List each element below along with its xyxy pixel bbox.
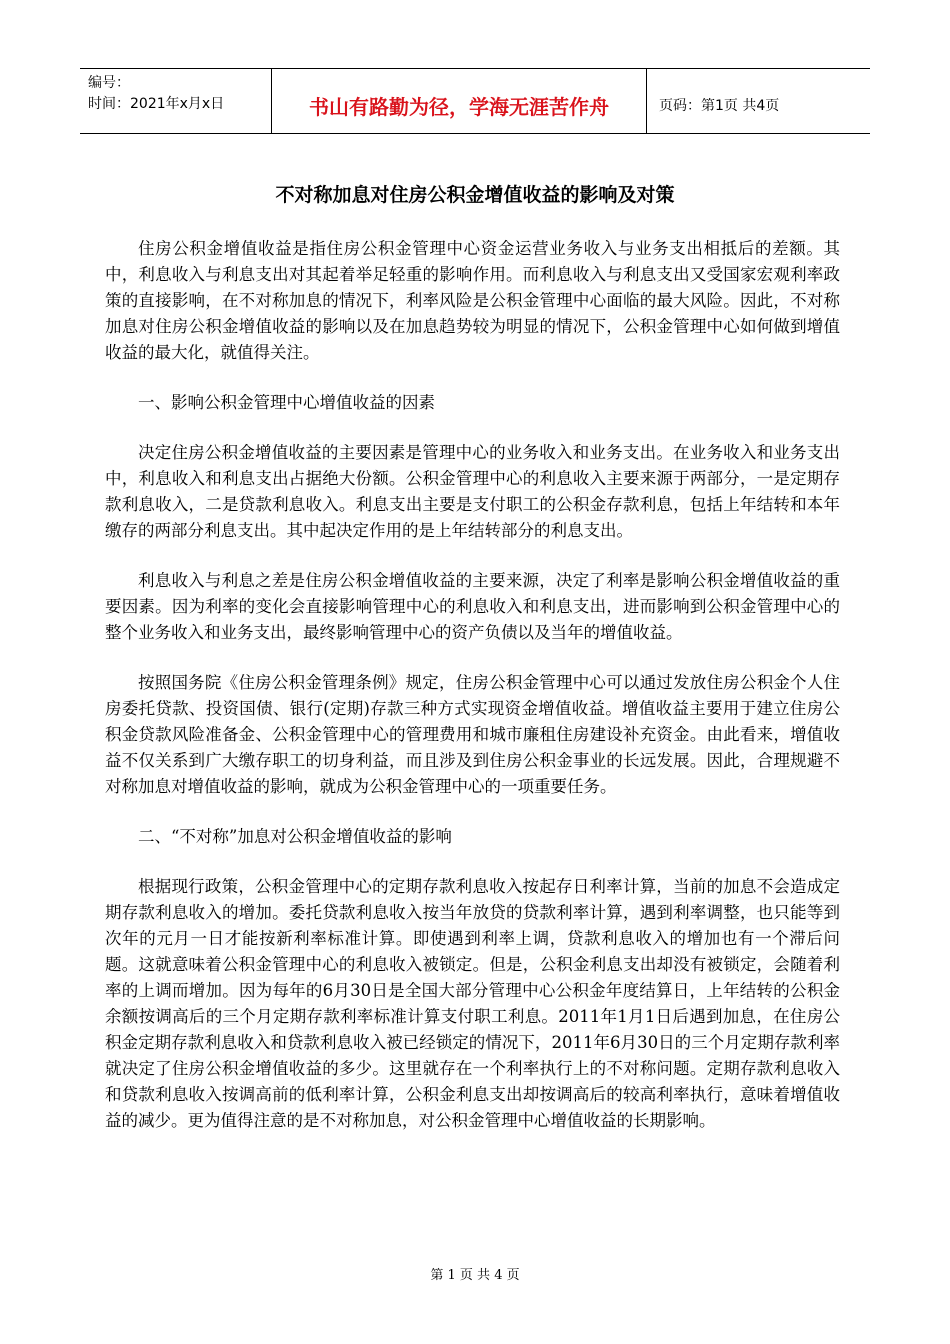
body-paragraph: 按照国务院《住房公积金管理条例》规定，住房公积金管理中心可以通过发放住房公积金个人住房委托贷款、投资国债、银行(定期)存款三种方式实现资金增值收益。增值收益主要用于建立住房公积金贷款风险准备金、公积金管理中心的管理费用和城市廉租住房建设补充资金。由此看来，增值收益不仅关系到广大缴存职工的切身利益，而且涉及到住房公积金事业的长远发展。因此，合理规避不对称加息对增值收益的影响，就成为公积金管理中心的一项重要任务。 — [105, 673, 840, 796]
page-footer: 第 1 页 共 4 页 — [430, 1268, 520, 1283]
document-title: 不对称加息对住房公积金增值收益的影响及对策 — [275, 184, 675, 206]
body-paragraph: 决定住房公积金增值收益的主要因素是管理中心的业务收入和业务支出。在业务收入和业务支出中，利息收入和利息支出占据绝大份额。公积金管理中心的利息收入主要来源于两部分，一是定期存款利息收入，二是贷款利息收入。利息支出主要是支付职工的公积金存款利息，包括上年结转和本年缴存的两部分利息支出。其中起决定作用的是上年结转部分的利息支出。 — [105, 443, 840, 540]
header-meta — [80, 69, 271, 133]
body-paragraph: 根据现行政策，公积金管理中心的定期存款利息收入按起存日利率计算，当前的加息不会造成定期存款利息收入的增加。委托贷款利息收入按当年放贷的贷款利率计算，遇到利率调整，也只能等到次年的元月一日才能按新利率标准计算。即使遇到利率上调，贷款利息收入的增加也有一个滞后问题。这就意味着公积金管理中心的利息收入被锁定。但是，公积金利息支出却没有被锁定，会随着利率的上调而增加。因为每年的6月30日是全国大部分管理中心公积金年度结算日，上年结转的公积金余额按调高后的三个月定期存款利率标准计算支付职工利息。2011年1月1日后遇到加息，在住房公积金定期存款利息收入和贷款利息收入被已经锁定的情况下，2011年6月30日的三个月定期存款利率就决定了住房公积金增值收益的多少。这里就存在一个利率执行上的不对称问题。定期存款利息收入和贷款利息收入按调高前的低利率计算，公积金利息支出却按调高后的较高利率执行，意味着增值收益的减少。更为值得注意的是不对称加息，对公积金管理中心增值收益的长期影响。 — [105, 877, 840, 1130]
document-header — [80, 68, 870, 134]
section-heading: 二、“不对称”加息对公积金增值收益的影响 — [138, 827, 452, 846]
header-motto: 书山有路勤为径，学海无涯苦作舟 — [271, 69, 647, 133]
header-page-info: 页码：第1页 共4页 — [659, 98, 780, 114]
section-heading: 一、影响公积金管理中心增值收益的因素 — [138, 393, 435, 412]
body-paragraph: 住房公积金增值收益是指住房公积金管理中心资金运营业务收入与业务支出相抵后的差额。其中，利息收入与利息支出对其起着举足轻重的影响作用。而利息收入与利息支出又受国家宏观利率政策的直接影响，在不对称加息的情况下，利率风险是公积金管理中心面临的最大风险。因此，不对称加息对住房公积金增值收益的影响以及在加息趋势较为明显的情况下，公积金管理中心如何做到增值收益的最大化，就值得关注。 — [105, 239, 840, 362]
document-date: 时间：2021年x月x日 — [88, 96, 225, 112]
body-paragraph: 利息收入与利息之差是住房公积金增值收益的主要来源，决定了利率是影响公积金增值收益的重要因素。因为利率的变化会直接影响管理中心的利息收入和利息支出，进而影响到公积金管理中心的整个业务收入和业务支出，最终影响管理中心的资产负债以及当年的增值收益。 — [105, 571, 840, 642]
document-number-label: 编号： — [88, 75, 130, 91]
document-body — [105, 236, 840, 1158]
